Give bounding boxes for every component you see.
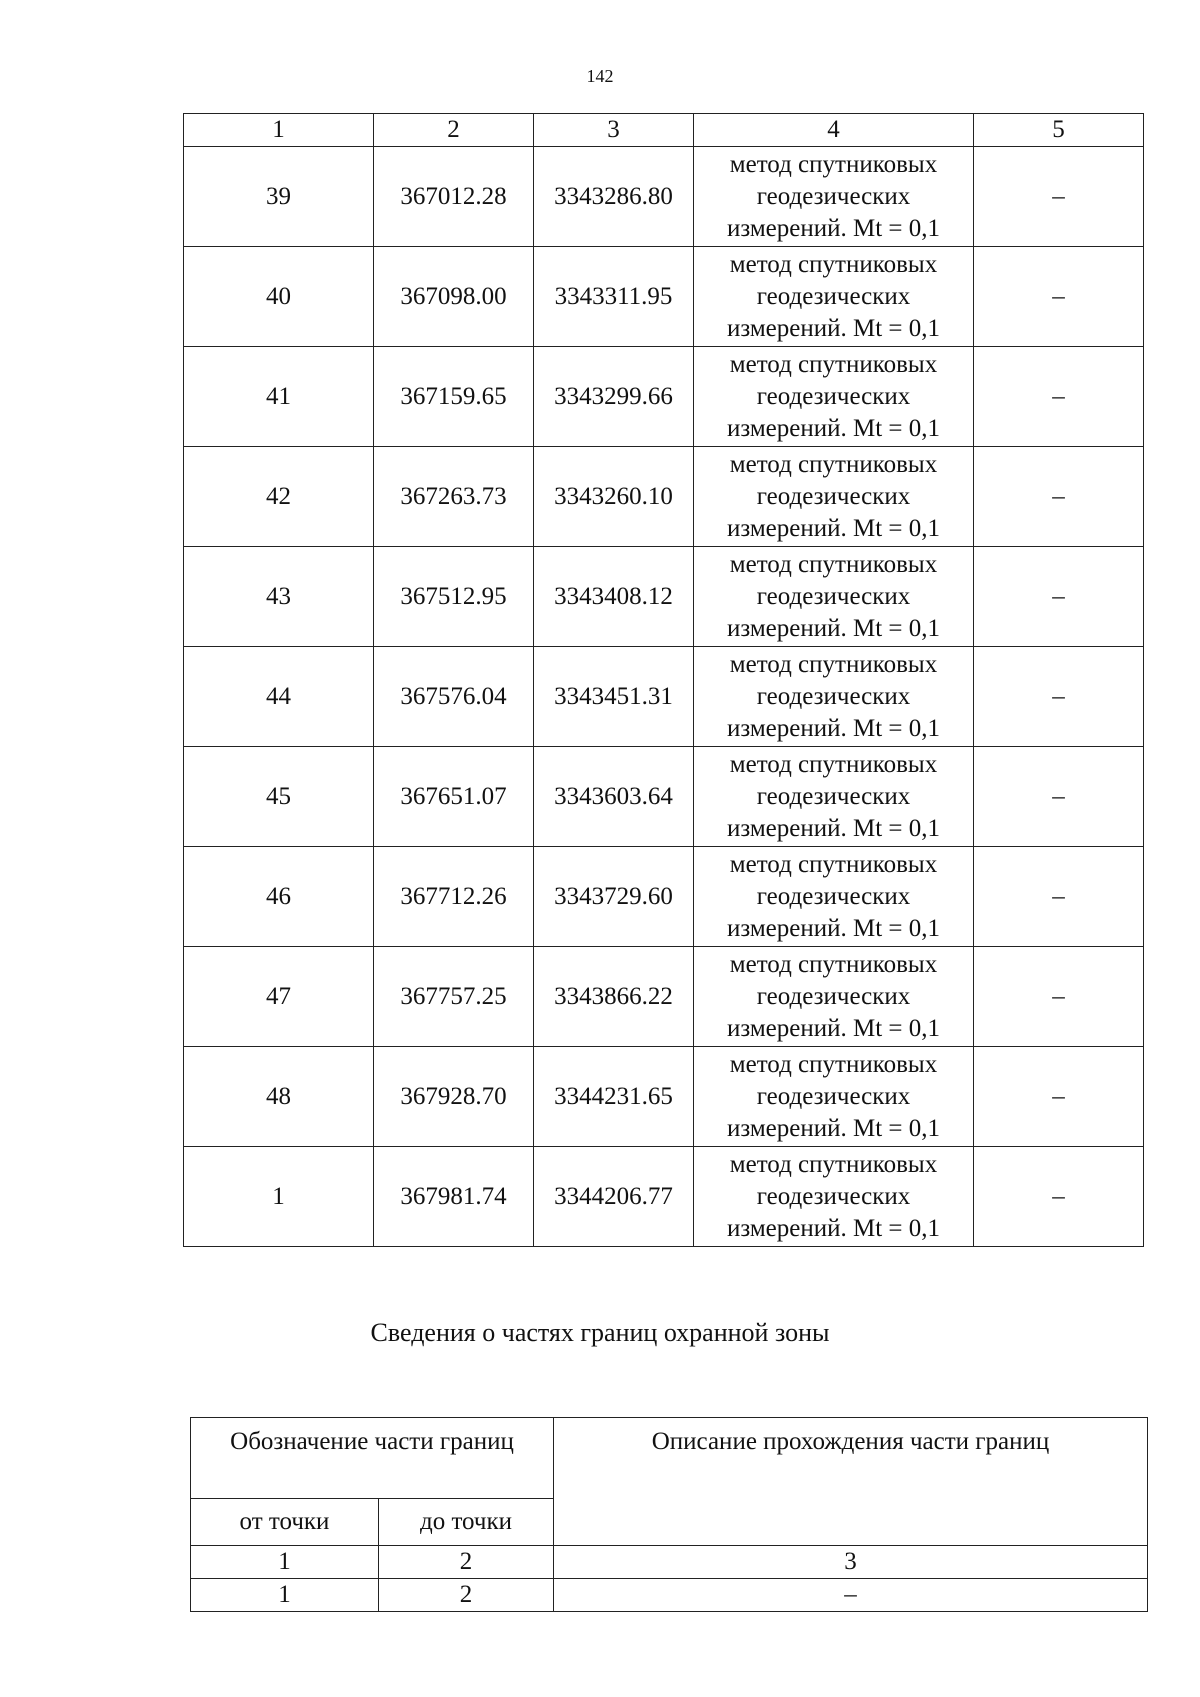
table-row [184,847,1144,947]
to-point-header: до точки [379,1499,554,1546]
method-text: метод спутниковых геодезических измерений. Mt = 0,1 [726,150,941,242]
method-text: метод спутниковых геодезических измерений. Mt = 0,1 [726,1150,941,1242]
method-cell [694,847,974,947]
method-text: метод спутниковых геодезических измерений. Mt = 0,1 [726,750,941,842]
x-coordinate-cell: 367981.74 [374,1147,534,1247]
column-number-3: 3 [534,114,694,147]
table-row [184,947,1144,1047]
page-number: 142 [586,66,614,86]
point-cell: 42 [184,447,374,547]
y-coordinate-cell: 3343299.66 [534,347,694,447]
to-point-cell: 2 [379,1579,554,1612]
table-row [184,247,1144,347]
from-point-header: от точки [191,1499,379,1546]
method-text: метод спутниковых геодезических измерений. Mt = 0,1 [726,950,941,1042]
method-cell [694,747,974,847]
point-cell: 43 [184,547,374,647]
method-text: метод спутниковых геодезических измерений. Mt = 0,1 [726,1050,941,1142]
x-coordinate-cell: 367651.07 [374,747,534,847]
method-cell [694,347,974,447]
method-text: метод спутниковых геодезических измерений. Mt = 0,1 [726,850,941,942]
point-cell: 1 [184,1147,374,1247]
parts-column-number-1: 1 [191,1546,379,1579]
column-number-2: 2 [374,114,534,147]
description-cell: – [974,147,1144,247]
y-coordinate-cell: 3343311.95 [534,247,694,347]
description-cell: – [974,947,1144,1047]
point-cell: 40 [184,247,374,347]
point-cell: 47 [184,947,374,1047]
table-row [184,647,1144,747]
section-title: Сведения о частях границ охранной зоны [370,1318,830,1347]
x-coordinate-cell: 367098.00 [374,247,534,347]
method-cell [694,147,974,247]
point-cell: 44 [184,647,374,747]
coordinates-table [183,113,1144,1247]
table-row [184,747,1144,847]
description-header: Описание прохождения части границ [554,1418,1148,1546]
part-description-cell: – [554,1579,1148,1612]
point-cell: 45 [184,747,374,847]
method-text: метод спутниковых геодезических измерений. Mt = 0,1 [726,350,941,442]
y-coordinate-cell: 3343408.12 [534,547,694,647]
column-number-4: 4 [694,114,974,147]
point-cell: 41 [184,347,374,447]
y-coordinate-cell: 3343260.10 [534,447,694,547]
method-text: метод спутниковых геодезических измерений. Mt = 0,1 [726,450,941,542]
description-cell: – [974,447,1144,547]
y-coordinate-cell: 3343286.80 [534,147,694,247]
x-coordinate-cell: 367712.26 [374,847,534,947]
method-cell [694,547,974,647]
method-cell [694,447,974,547]
y-coordinate-cell: 3344206.77 [534,1147,694,1247]
description-cell: – [974,1047,1144,1147]
method-cell [694,647,974,747]
method-cell [694,947,974,1047]
x-coordinate-cell: 367159.65 [374,347,534,447]
description-cell: – [974,347,1144,447]
y-coordinate-cell: 3343451.31 [534,647,694,747]
point-cell: 39 [184,147,374,247]
parts-column-number-2: 2 [379,1546,554,1579]
parts-column-number-3: 3 [554,1546,1148,1579]
y-coordinate-cell: 3343603.64 [534,747,694,847]
description-cell: – [974,1147,1144,1247]
y-coordinate-cell: 3343866.22 [534,947,694,1047]
point-cell: 48 [184,1047,374,1147]
point-cell: 46 [184,847,374,947]
description-cell: – [974,847,1144,947]
x-coordinate-cell: 367012.28 [374,147,534,247]
parts-header-row [191,1418,1148,1499]
table-row [191,1579,1148,1612]
coordinates-header-row [184,114,1144,147]
column-number-5: 5 [974,114,1144,147]
description-cell: – [974,747,1144,847]
method-cell [694,247,974,347]
method-cell [694,1047,974,1147]
from-point-cell: 1 [191,1579,379,1612]
x-coordinate-cell: 367263.73 [374,447,534,547]
table-row [184,1047,1144,1147]
table-row [184,347,1144,447]
description-cell: – [974,547,1144,647]
y-coordinate-cell: 3343729.60 [534,847,694,947]
method-text: метод спутниковых геодезических измерений. Mt = 0,1 [726,650,941,742]
method-text: метод спутниковых геодезических измерений. Mt = 0,1 [726,250,941,342]
x-coordinate-cell: 367576.04 [374,647,534,747]
x-coordinate-cell: 367757.25 [374,947,534,1047]
table-row [184,147,1144,247]
x-coordinate-cell: 367928.70 [374,1047,534,1147]
y-coordinate-cell: 3344231.65 [534,1047,694,1147]
table-row [184,1147,1144,1247]
boundary-parts-table [190,1417,1148,1612]
method-cell [694,1147,974,1247]
designation-header: Обозначение части границ [191,1418,554,1499]
table-row [184,447,1144,547]
description-cell: – [974,647,1144,747]
method-text: метод спутниковых геодезических измерений. Mt = 0,1 [726,550,941,642]
parts-number-row [191,1546,1148,1579]
table-row [184,547,1144,647]
description-cell: – [974,247,1144,347]
x-coordinate-cell: 367512.95 [374,547,534,647]
column-number-1: 1 [184,114,374,147]
